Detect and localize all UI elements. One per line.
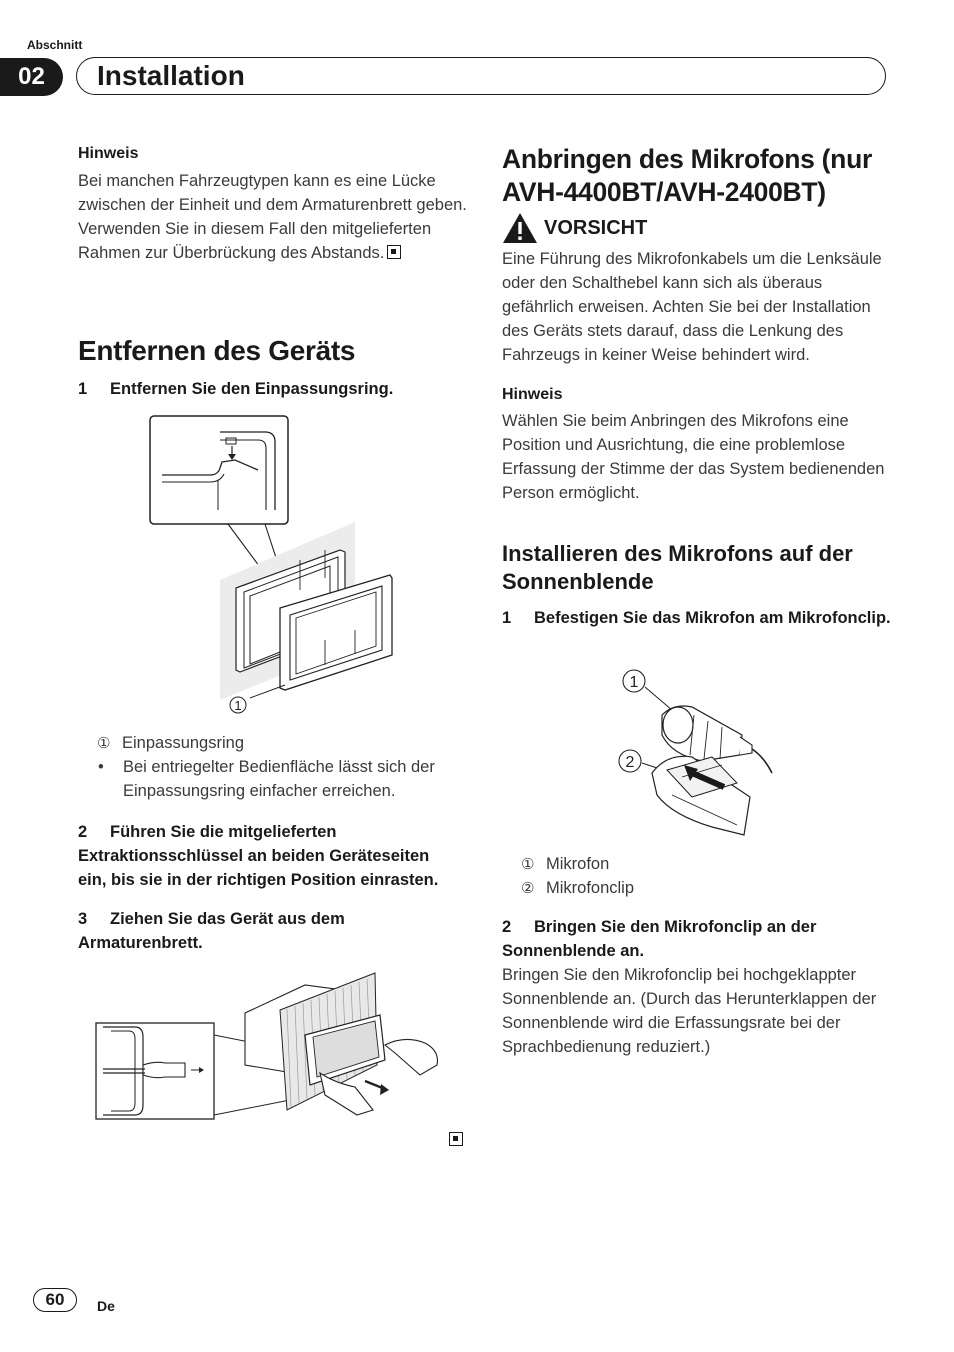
note-heading: Hinweis [78, 145, 139, 162]
step-text: Führen Sie die mitgelieferten Extraktionsschlüssel an beiden Geräteseiten ein, bis sie in der richtigen Position einrasten. [78, 823, 439, 889]
page-number: 60 [33, 1288, 77, 1312]
bullet-text: Bei entriegelter Bedienfläche lässt sich der Einpassungsring einfacher erreichen. [123, 758, 435, 800]
section-number-badge: 02 [0, 58, 63, 96]
warning-triangle-icon [502, 212, 538, 244]
remove-step-1 [78, 377, 468, 401]
remove-step-2 [78, 820, 453, 892]
trim-ring-callout: 1 [234, 698, 242, 713]
language-code: De [97, 1298, 115, 1314]
step-text: Befestigen Sie das Mikrofon am Mikrofonclip. [534, 609, 891, 627]
caution-header [502, 212, 647, 244]
microphone-clip-figure [612, 665, 782, 845]
step-number: 1 [502, 609, 512, 627]
visor-step-1 [502, 606, 892, 630]
trim-ring-legend [97, 731, 244, 756]
legend-text: Mikrofon [546, 855, 610, 873]
step-text: Ziehen Sie das Gerät aus dem Armaturenbrett. [78, 910, 345, 952]
step-number: 3 [78, 910, 88, 928]
step-text: Bringen Sie den Mikrofonclip an der Sonnenblende an. [502, 918, 817, 960]
left-end-mark [446, 1132, 463, 1150]
legend-number: ① [97, 735, 111, 752]
end-mark-icon [387, 245, 401, 259]
caution-text: Eine Führung des Mikrofonkabels um die Lenksäule oder den Schalthebel kann sich als überaus gefährlich erweisen. Achten Sie bei der Installation des Geräts stets darauf, dass die Lenkung des Fahrzeugs in keiner Weise behindert wird. [502, 250, 882, 364]
microphone-legend [521, 852, 609, 877]
bullet-icon: • [98, 758, 104, 776]
unit-extraction-figure [95, 965, 465, 1125]
remove-step-3 [78, 907, 463, 955]
note-text-2: Wählen Sie beim Anbringen des Mikrofons eine Position und Ausrichtung, die eine problemlose Erfassung der Stimme der das System bedienenden Person ermöglicht. [502, 412, 885, 502]
remove-unit-title: Entfernen des Geräts [78, 335, 356, 366]
visor-step-2-body: Bringen Sie den Mikrofonclip bei hochgeklappter Sonnenblende an. (Durch das Herunterklappen der Sonnenblende wird die Erfassungsrate bei der Sprachbedienung reduziert.) [502, 966, 877, 1056]
step-text: Entfernen Sie den Einpassungsring. [110, 380, 394, 398]
visor-install-title: Installieren des Mikrofons auf der Sonnenblende [502, 541, 853, 594]
clip-callout: 2 [625, 754, 635, 771]
legend-number: ① [521, 856, 535, 873]
microphone-title: Anbringen des Mikrofons (nur AVH-4400BT/AVH-2400BT) [502, 144, 872, 207]
step-number: 2 [502, 918, 512, 936]
note-paragraph [78, 169, 468, 265]
step-number: 2 [78, 823, 88, 841]
section-title: Installation [97, 60, 245, 91]
note-text: Bei manchen Fahrzeugtypen kann es eine Lücke zwischen der Einheit und dem Armaturenbrett geben. Verwenden Sie in diesem Fall den mitgelieferten Rahmen zur Überbrückung des Abstands. [78, 172, 467, 262]
caution-label: VORSICHT [544, 216, 648, 239]
end-mark-icon [449, 1132, 463, 1146]
legend-text: Mikrofonclip [546, 879, 635, 897]
clip-legend [521, 876, 634, 901]
microphone-callout: 1 [629, 674, 639, 691]
step-number: 1 [78, 380, 88, 398]
legend-text: Einpassungsring [122, 734, 244, 752]
note-heading-2: Hinweis [502, 386, 563, 403]
trim-ring-note [78, 755, 468, 803]
visor-step-2 [502, 915, 887, 963]
section-label: Abschnitt [27, 38, 83, 52]
legend-number: ② [521, 880, 535, 897]
trim-ring-figure [140, 410, 410, 720]
